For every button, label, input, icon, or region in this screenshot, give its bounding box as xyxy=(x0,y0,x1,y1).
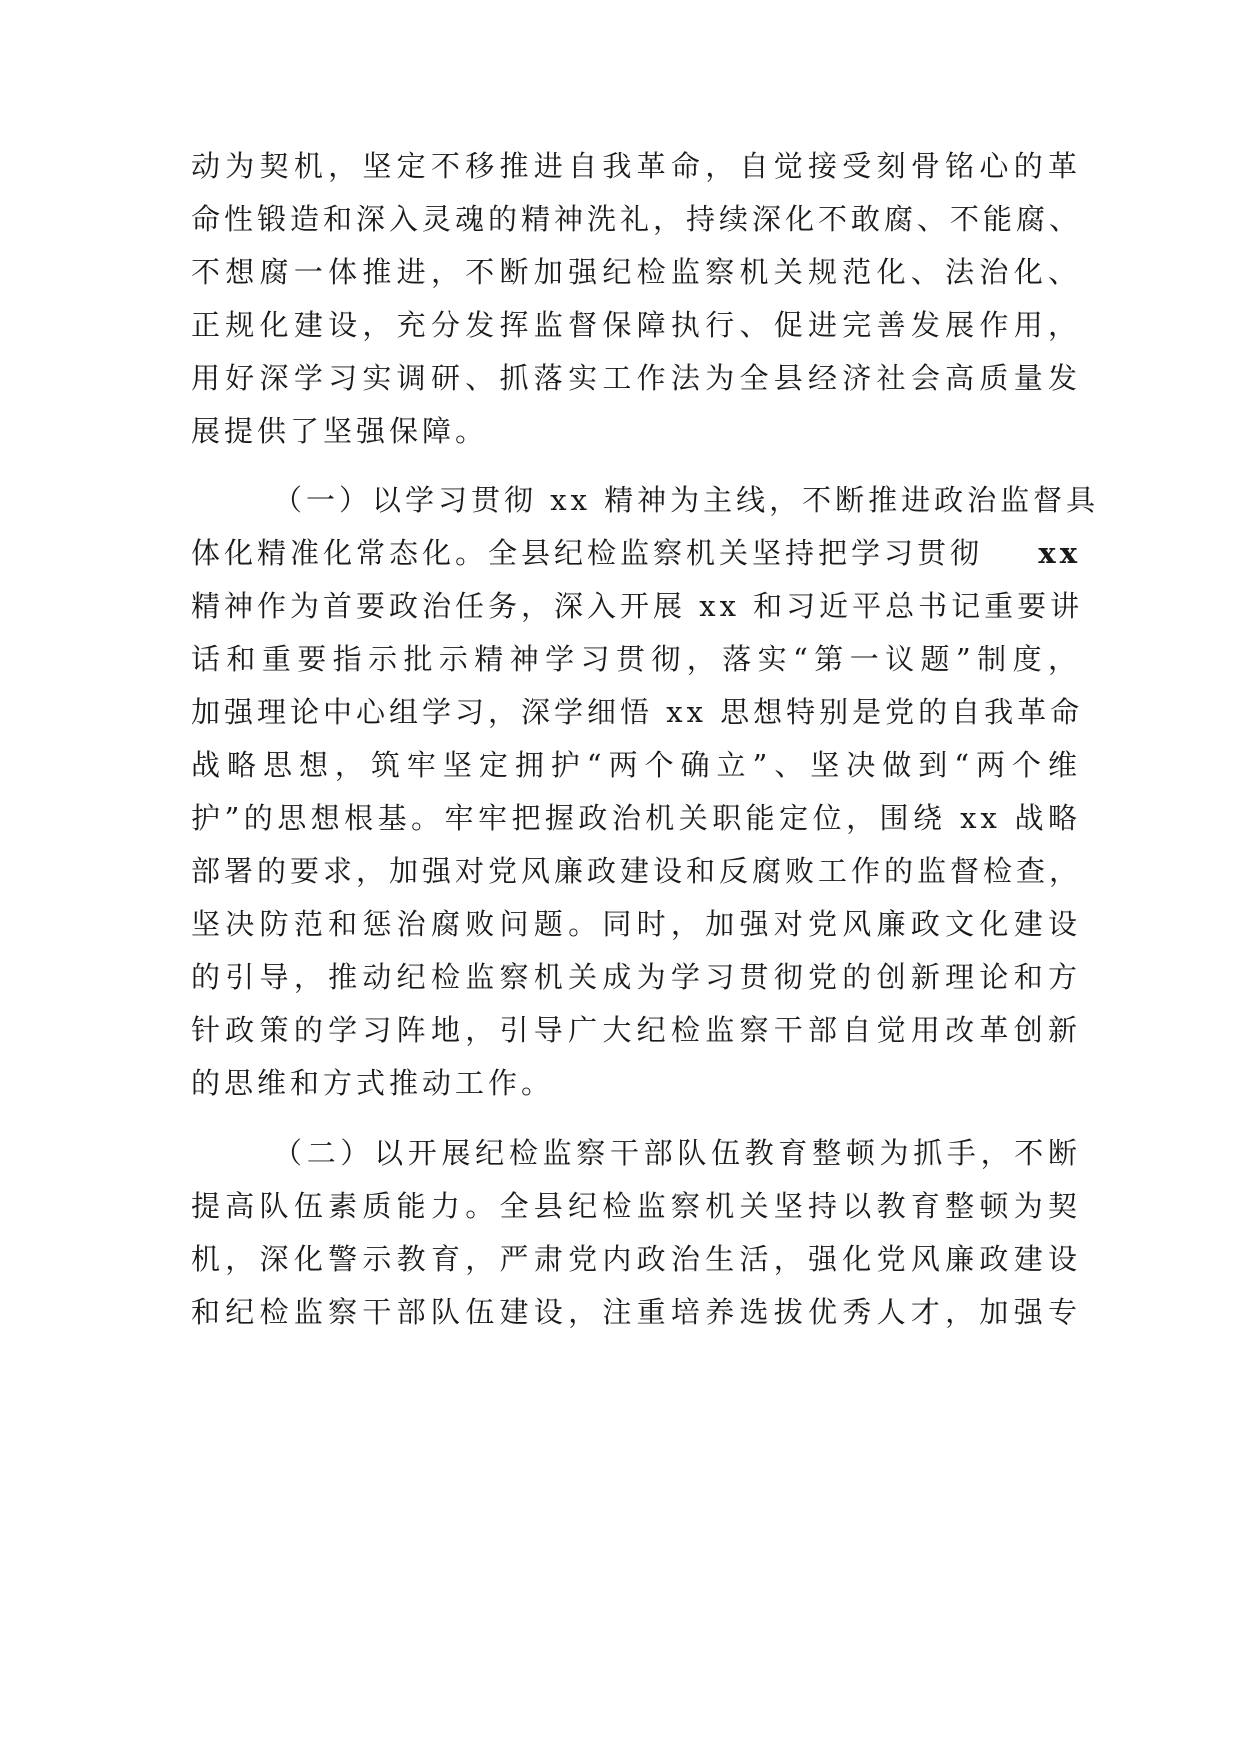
section-heading-line: （一）以学习贯彻 xx 精神为主线，不断推进政治监督具 xyxy=(273,483,1100,517)
paragraph-line: 坚决防范和惩治腐败问题。同时，加强对党风廉政文化建设 xyxy=(191,907,1081,941)
paragraph-line: 机，深化警示教育，严肃党内政治生活，强化党风廉政建设 xyxy=(191,1242,1081,1276)
paragraph-line: 用好深学习实调研、抓落实工作法为全县经济社会高质量发 xyxy=(191,361,1081,395)
paragraph-line: 护”的思想根基。牢牢把握政治机关职能定位，围绕 xx 战略 xyxy=(191,801,1081,835)
paragraph-line: 的思维和方式推动工作。 xyxy=(191,1066,555,1100)
paragraph-line: 针政策的学习阵地，引导广大纪检监察干部自觉用改革创新 xyxy=(191,1013,1081,1047)
paragraph-line: 不想腐一体推进，不断加强纪检监察机关规范化、法治化、 xyxy=(191,255,1081,289)
paragraph-line: 展提供了坚强保障。 xyxy=(191,414,489,448)
paragraph-line: 部署的要求，加强对党风廉政建设和反腐败工作的监督检查， xyxy=(191,854,1083,888)
paragraph-line xyxy=(191,533,1081,573)
paragraph-line: 动为契机，坚定不移推进自我革命，自觉接受刻骨铭心的革 xyxy=(191,149,1081,183)
paragraph-line: 和纪检监察干部队伍建设，注重培养选拔优秀人才，加强专 xyxy=(191,1295,1081,1329)
paragraph-line: 命性锻造和深入灵魂的精神洗礼，持续深化不敢腐、不能腐、 xyxy=(191,202,1083,236)
paragraph-line: 提高队伍素质能力。全县纪检监察机关坚持以教育整顿为契 xyxy=(191,1189,1081,1223)
section-heading-line: （二）以开展纪检监察干部队伍教育整顿为抓手，不断 xyxy=(273,1136,1081,1170)
paragraph-line: 的引导，推动纪检监察机关成为学习贯彻党的创新理论和方 xyxy=(191,960,1081,994)
paragraph-line: 精神作为首要政治任务，深入开展 xx 和习近平总书记重要讲 xyxy=(191,589,1084,623)
paragraph-line: 加强理论中心组学习，深学细悟 xx 思想特别是党的自我革命 xyxy=(191,695,1084,729)
paragraph-line: 话和重要指示批示精神学习贯彻，落实“第一议题”制度， xyxy=(191,642,1081,676)
paragraph-line: 正规化建设，充分发挥监督保障执行、促进完善发展作用， xyxy=(191,308,1081,342)
paragraph-line: 战略思想，筑牢坚定拥护“两个确立”、坚决做到“两个维 xyxy=(191,748,1081,782)
paragraph-line-text: 体化精准化常态化。全县纪检监察机关坚持把学习贯彻 xyxy=(191,536,984,570)
bold-placeholder-text: xx xyxy=(1038,536,1081,570)
